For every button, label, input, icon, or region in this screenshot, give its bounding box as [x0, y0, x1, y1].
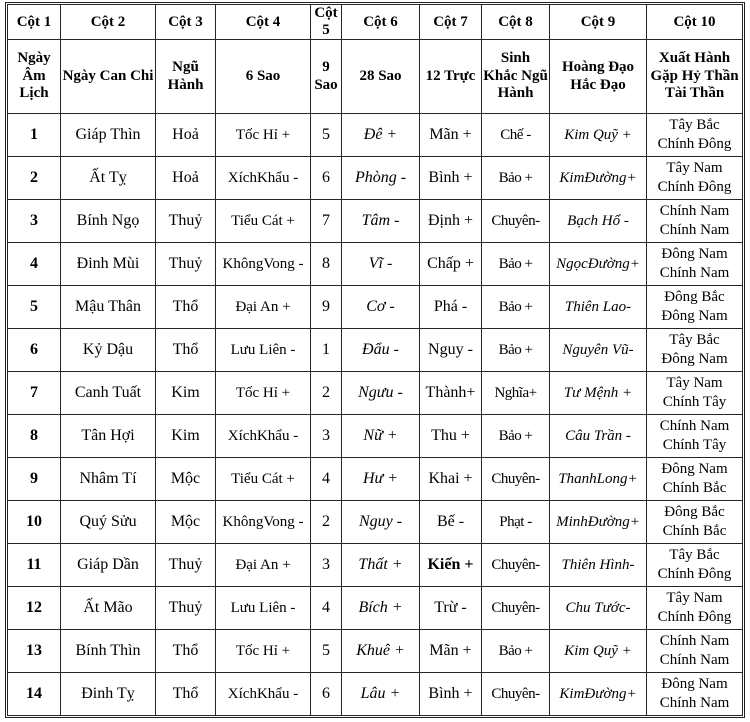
- cell-ngu-hanh: Hoả: [156, 157, 216, 200]
- table-row: [8, 200, 743, 243]
- col-header-2: Cột 2: [61, 5, 156, 40]
- table-row: [8, 415, 743, 458]
- column-title-header-row: [8, 40, 743, 114]
- col-header-1: Cột 1: [8, 5, 61, 40]
- cell-28-sao: Bích +: [342, 587, 420, 630]
- cell-12-truc: Mãn +: [420, 114, 482, 157]
- cell-ngu-hanh: Hoả: [156, 114, 216, 157]
- direction-line-1: Chính Nam: [659, 417, 730, 434]
- column-number-header-row: [8, 5, 743, 40]
- cell-28-sao: Ngưu -: [342, 372, 420, 415]
- cell-lunar-day: 12: [8, 587, 61, 630]
- cell-sinh-khac: Chuyên-: [482, 673, 550, 716]
- cell-6-sao: KhôngVong -: [216, 243, 311, 286]
- direction-line-2: Chính Đông: [657, 179, 732, 195]
- cell-9-sao: 6: [311, 157, 342, 200]
- cell-ngu-hanh: Thuỷ: [156, 243, 216, 286]
- cell-6-sao: Lưu Liên -: [216, 587, 311, 630]
- cell-xuat-hanh: [647, 243, 743, 286]
- col-header-10: Cột 10: [647, 5, 743, 40]
- cell-xuat-hanh: [647, 372, 743, 415]
- table-row: [8, 286, 743, 329]
- table-row: [8, 114, 743, 157]
- cell-xuat-hanh: [647, 544, 743, 587]
- cell-xuat-hanh: [647, 458, 743, 501]
- cell-can-chi: Kỷ Dậu: [61, 329, 156, 372]
- lunar-calendar-table: [5, 2, 745, 718]
- cell-lunar-day: 14: [8, 673, 61, 716]
- cell-hoang-dao: Tư Mệnh +: [550, 372, 647, 415]
- header-sinh-khac: Sinh Khắc Ngũ Hành: [482, 40, 550, 114]
- cell-12-truc: Chấp +: [420, 243, 482, 286]
- cell-ngu-hanh: Thổ: [156, 329, 216, 372]
- cell-xuat-hanh: [647, 329, 743, 372]
- header-9-sao: 9 Sao: [311, 40, 342, 114]
- cell-can-chi: Bính Thìn: [61, 630, 156, 673]
- cell-ngu-hanh: Mộc: [156, 458, 216, 501]
- cell-lunar-day: 1: [8, 114, 61, 157]
- cell-hoang-dao: Câu Trần -: [550, 415, 647, 458]
- cell-lunar-day: 10: [8, 501, 61, 544]
- header-lunar-day: Ngày Âm Lịch: [8, 40, 61, 114]
- cell-9-sao: 2: [311, 501, 342, 544]
- cell-hoang-dao: Chu Tước-: [550, 587, 647, 630]
- direction-line-2: Chính Nam: [659, 265, 730, 281]
- direction-line-1: Đông Bắc: [664, 288, 725, 305]
- direction-line-2: Chính Tây: [662, 394, 727, 410]
- cell-ngu-hanh: Thuỷ: [156, 587, 216, 630]
- cell-sinh-khac: Chuyên-: [482, 458, 550, 501]
- direction-line-1: Tây Bắc: [669, 331, 720, 348]
- header-can-chi: Ngày Can Chi: [61, 40, 156, 114]
- header-xuat-hanh: Xuất Hành Gặp Hỷ Thần Tài Thần: [647, 40, 743, 114]
- direction-line-1: Đông Nam: [661, 460, 728, 477]
- header-28-sao: 28 Sao: [342, 40, 420, 114]
- cell-hoang-dao: Thiên Hình-: [550, 544, 647, 587]
- cell-xuat-hanh: [647, 200, 743, 243]
- cell-6-sao: Tiểu Cát +: [216, 458, 311, 501]
- cell-can-chi: Giáp Dần: [61, 544, 156, 587]
- cell-6-sao: XíchKhẩu -: [216, 673, 311, 716]
- cell-sinh-khac: Bảo +: [482, 243, 550, 286]
- cell-28-sao: Tâm -: [342, 200, 420, 243]
- cell-sinh-khac: Bảo +: [482, 157, 550, 200]
- cell-lunar-day: 9: [8, 458, 61, 501]
- cell-ngu-hanh: Thổ: [156, 673, 216, 716]
- cell-6-sao: XíchKhẩu -: [216, 415, 311, 458]
- cell-9-sao: 4: [311, 587, 342, 630]
- table-row: [8, 544, 743, 587]
- direction-line-1: Chính Nam: [659, 632, 730, 649]
- direction-line-1: Đông Bắc: [664, 503, 725, 520]
- cell-28-sao: Khuê +: [342, 630, 420, 673]
- cell-12-truc: Kiến +: [420, 544, 482, 587]
- cell-lunar-day: 11: [8, 544, 61, 587]
- cell-can-chi: Tân Hợi: [61, 415, 156, 458]
- cell-12-truc: Trừ -: [420, 587, 482, 630]
- cell-12-truc: Bình +: [420, 673, 482, 716]
- cell-sinh-khac: Chuyên-: [482, 587, 550, 630]
- cell-12-truc: Bế -: [420, 501, 482, 544]
- cell-lunar-day: 6: [8, 329, 61, 372]
- cell-sinh-khac: Bảo +: [482, 329, 550, 372]
- cell-28-sao: Cơ -: [342, 286, 420, 329]
- cell-xuat-hanh: [647, 630, 743, 673]
- calendar-table: [7, 4, 743, 716]
- cell-28-sao: Nữ +: [342, 415, 420, 458]
- col-header-5: Cột 5: [311, 5, 342, 40]
- cell-12-truc: Khai +: [420, 458, 482, 501]
- cell-12-truc: Phá -: [420, 286, 482, 329]
- table-row: [8, 329, 743, 372]
- cell-hoang-dao: Nguyên Vũ-: [550, 329, 647, 372]
- cell-lunar-day: 4: [8, 243, 61, 286]
- direction-line-1: Chính Nam: [659, 202, 730, 219]
- cell-lunar-day: 13: [8, 630, 61, 673]
- direction-line-2: Chính Đông: [657, 136, 732, 152]
- cell-can-chi: Mậu Thân: [61, 286, 156, 329]
- cell-hoang-dao: KimĐường+: [550, 673, 647, 716]
- cell-sinh-khac: Chuyên-: [482, 544, 550, 587]
- cell-28-sao: Nguy -: [342, 501, 420, 544]
- direction-line-2: Đông Nam: [661, 351, 728, 367]
- cell-28-sao: Vĩ -: [342, 243, 420, 286]
- cell-sinh-khac: Chuyên-: [482, 200, 550, 243]
- cell-ngu-hanh: Kim: [156, 415, 216, 458]
- cell-ngu-hanh: Thổ: [156, 286, 216, 329]
- cell-can-chi: Ất Mão: [61, 587, 156, 630]
- cell-xuat-hanh: [647, 114, 743, 157]
- col-header-6: Cột 6: [342, 5, 420, 40]
- cell-lunar-day: 7: [8, 372, 61, 415]
- cell-9-sao: 4: [311, 458, 342, 501]
- cell-12-truc: Thu +: [420, 415, 482, 458]
- table-row: [8, 157, 743, 200]
- cell-lunar-day: 8: [8, 415, 61, 458]
- cell-can-chi: Bính Ngọ: [61, 200, 156, 243]
- cell-xuat-hanh: [647, 673, 743, 716]
- cell-hoang-dao: Kim Quỹ +: [550, 630, 647, 673]
- cell-xuat-hanh: [647, 587, 743, 630]
- cell-lunar-day: 3: [8, 200, 61, 243]
- cell-can-chi: Đinh Tỵ: [61, 673, 156, 716]
- table-row: [8, 458, 743, 501]
- cell-hoang-dao: Kim Quỹ +: [550, 114, 647, 157]
- cell-12-truc: Nguy -: [420, 329, 482, 372]
- cell-hoang-dao: MinhĐường+: [550, 501, 647, 544]
- direction-line-1: Tây Nam: [666, 374, 723, 391]
- direction-line-2: Chính Nam: [659, 652, 730, 668]
- cell-9-sao: 3: [311, 544, 342, 587]
- cell-can-chi: Quý Sửu: [61, 501, 156, 544]
- cell-sinh-khac: Nghĩa+: [482, 372, 550, 415]
- header-ngu-hanh: Ngũ Hành: [156, 40, 216, 114]
- cell-can-chi: Giáp Thìn: [61, 114, 156, 157]
- table-row: [8, 372, 743, 415]
- cell-ngu-hanh: Thuỷ: [156, 200, 216, 243]
- cell-6-sao: Lưu Liên -: [216, 329, 311, 372]
- cell-hoang-dao: KimĐường+: [550, 157, 647, 200]
- cell-12-truc: Định +: [420, 200, 482, 243]
- cell-28-sao: Đê +: [342, 114, 420, 157]
- direction-line-1: Đông Nam: [661, 675, 728, 692]
- cell-28-sao: Thất +: [342, 544, 420, 587]
- direction-line-2: Chính Nam: [659, 222, 730, 238]
- cell-9-sao: 5: [311, 114, 342, 157]
- cell-6-sao: Đại An +: [216, 544, 311, 587]
- cell-can-chi: Nhâm Tí: [61, 458, 156, 501]
- table-row: [8, 243, 743, 286]
- table-row: [8, 630, 743, 673]
- cell-hoang-dao: NgọcĐường+: [550, 243, 647, 286]
- col-header-4: Cột 4: [216, 5, 311, 40]
- direction-line-2: Chính Đông: [657, 609, 732, 625]
- cell-9-sao: 2: [311, 372, 342, 415]
- direction-line-2: Chính Bắc: [662, 480, 727, 496]
- cell-ngu-hanh: Thuỷ: [156, 544, 216, 587]
- cell-12-truc: Thành+: [420, 372, 482, 415]
- cell-28-sao: Đẩu -: [342, 329, 420, 372]
- table-row: [8, 501, 743, 544]
- direction-line-2: Chính Bắc: [662, 523, 727, 539]
- cell-sinh-khac: Bảo +: [482, 630, 550, 673]
- cell-hoang-dao: Thiên Lao-: [550, 286, 647, 329]
- cell-can-chi: Đinh Mùi: [61, 243, 156, 286]
- cell-9-sao: 7: [311, 200, 342, 243]
- cell-9-sao: 3: [311, 415, 342, 458]
- cell-can-chi: Canh Tuất: [61, 372, 156, 415]
- direction-line-2: Chính Đông: [657, 566, 732, 582]
- header-12-truc: 12 Trực: [420, 40, 482, 114]
- cell-9-sao: 6: [311, 673, 342, 716]
- header-hoang-dao: Hoàng Đạo Hắc Đạo: [550, 40, 647, 114]
- direction-line-1: Tây Bắc: [669, 546, 720, 563]
- cell-9-sao: 1: [311, 329, 342, 372]
- cell-6-sao: Tốc Hỉ +: [216, 630, 311, 673]
- cell-can-chi: Ất Tỵ: [61, 157, 156, 200]
- cell-28-sao: Hư +: [342, 458, 420, 501]
- direction-line-1: Tây Bắc: [669, 116, 720, 133]
- cell-xuat-hanh: [647, 157, 743, 200]
- direction-line-1: Tây Nam: [666, 159, 723, 176]
- table-row: [8, 587, 743, 630]
- header-6-sao: 6 Sao: [216, 40, 311, 114]
- cell-ngu-hanh: Mộc: [156, 501, 216, 544]
- cell-xuat-hanh: [647, 501, 743, 544]
- cell-9-sao: 9: [311, 286, 342, 329]
- direction-line-2: Đông Nam: [661, 308, 728, 324]
- cell-9-sao: 8: [311, 243, 342, 286]
- cell-6-sao: XíchKhẩu -: [216, 157, 311, 200]
- cell-hoang-dao: Bạch Hổ -: [550, 200, 647, 243]
- cell-xuat-hanh: [647, 415, 743, 458]
- cell-6-sao: Tiểu Cát +: [216, 200, 311, 243]
- col-header-7: Cột 7: [420, 5, 482, 40]
- cell-ngu-hanh: Kim: [156, 372, 216, 415]
- cell-28-sao: Lâu +: [342, 673, 420, 716]
- cell-6-sao: Tốc Hỉ +: [216, 114, 311, 157]
- cell-9-sao: 5: [311, 630, 342, 673]
- cell-hoang-dao: ThanhLong+: [550, 458, 647, 501]
- cell-xuat-hanh: [647, 286, 743, 329]
- col-header-9: Cột 9: [550, 5, 647, 40]
- cell-sinh-khac: Chế -: [482, 114, 550, 157]
- cell-6-sao: KhôngVong -: [216, 501, 311, 544]
- direction-line-2: Chính Nam: [659, 695, 730, 711]
- col-header-3: Cột 3: [156, 5, 216, 40]
- direction-line-1: Tây Nam: [666, 589, 723, 606]
- col-header-8: Cột 8: [482, 5, 550, 40]
- cell-sinh-khac: Bảo +: [482, 415, 550, 458]
- cell-lunar-day: 5: [8, 286, 61, 329]
- table-row: [8, 673, 743, 716]
- cell-lunar-day: 2: [8, 157, 61, 200]
- cell-6-sao: Tốc Hỉ +: [216, 372, 311, 415]
- direction-line-2: Chính Tây: [662, 437, 727, 453]
- cell-12-truc: Bình +: [420, 157, 482, 200]
- cell-ngu-hanh: Thổ: [156, 630, 216, 673]
- cell-sinh-khac: Phạt -: [482, 501, 550, 544]
- direction-line-1: Đông Nam: [661, 245, 728, 262]
- cell-12-truc: Mãn +: [420, 630, 482, 673]
- cell-6-sao: Đại An +: [216, 286, 311, 329]
- cell-28-sao: Phòng -: [342, 157, 420, 200]
- cell-sinh-khac: Bảo +: [482, 286, 550, 329]
